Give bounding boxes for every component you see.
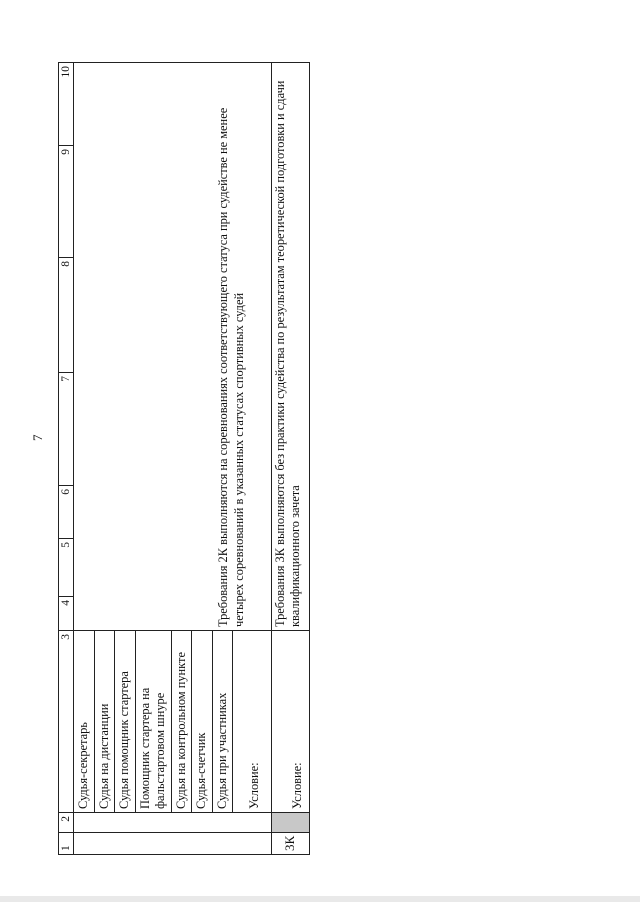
column-number-row bbox=[59, 63, 74, 855]
position-item: Судья при участниках bbox=[212, 631, 233, 812]
column-number: 9 bbox=[59, 146, 74, 258]
row-3k-condition-text: Требования 3К выполняются без практики судейства по результатам теоретической подготовки и сдачи квалификационного зачета bbox=[271, 63, 309, 631]
position-item: Судья на дистанции bbox=[94, 631, 115, 812]
column-number: 6 bbox=[59, 486, 74, 539]
row-3k-stamp-mark bbox=[271, 813, 309, 833]
column-number: 4 bbox=[59, 597, 74, 631]
row-3k-condition-label: Условие: bbox=[271, 631, 309, 813]
column-number: 5 bbox=[59, 539, 74, 597]
row-2k-positions-cell bbox=[74, 631, 272, 813]
row-3k-label: 3К bbox=[271, 833, 309, 855]
column-number: 8 bbox=[59, 258, 74, 373]
row-2k-requirements-cell bbox=[74, 63, 272, 631]
position-item: Судья-секретарь bbox=[74, 631, 94, 812]
column-number: 7 bbox=[59, 373, 74, 486]
row-2k-label-cell bbox=[74, 833, 272, 855]
position-item: Судья на контрольном пункте bbox=[171, 631, 192, 812]
position-item: Судья помощник стартера bbox=[115, 631, 136, 812]
row-3k bbox=[271, 63, 309, 855]
rotated-table-container bbox=[58, 63, 304, 855]
scan-bottom-edge bbox=[0, 896, 640, 902]
column-number: 10 bbox=[59, 63, 74, 146]
column-number: 3 bbox=[59, 631, 74, 813]
page-number: 7 bbox=[30, 434, 45, 441]
row-2k-code-cell bbox=[74, 813, 272, 833]
positions-list bbox=[74, 631, 271, 812]
column-number: 2 bbox=[59, 813, 74, 833]
position-item: Помощник стартера на фальстартовом шнуре bbox=[135, 631, 171, 812]
position-item: Судья-счетчик bbox=[192, 631, 213, 812]
qualification-table bbox=[58, 62, 310, 855]
condition-label: Условие: bbox=[247, 762, 262, 809]
column-number: 1 bbox=[59, 833, 74, 855]
row-2k-condition-text: Требования 2К выполняются на соревнованиях соответствующего статуса при судействе не менее четырех соревнований в указанных статусах спортивных судей bbox=[216, 107, 246, 627]
row-2k bbox=[74, 63, 272, 855]
